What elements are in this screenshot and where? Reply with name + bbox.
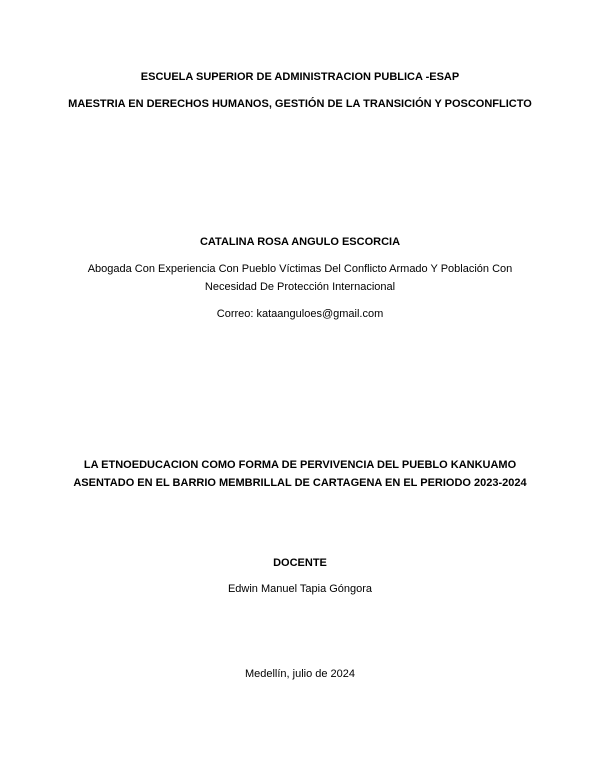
author-email: Correo: kataanguloes@gmail.com xyxy=(216,308,384,320)
author-description-line-1: Abogada Con Experiencia Con Pueblo Víctimas Del Conflicto Armado Y Población Con xyxy=(87,263,513,275)
place-and-date: Medellín, julio de 2024 xyxy=(244,668,356,680)
author-name: CATALINA ROSA ANGULO ESCORCIA xyxy=(199,236,401,248)
thesis-title-line-1: LA ETNOEDUCACION COMO FORMA DE PERVIVENCIA DEL PUEBLO KANKUAMO xyxy=(83,459,517,471)
advisor-heading: DOCENTE xyxy=(273,557,327,569)
thesis-title-line-2: ASENTADO EN EL BARRIO MEMBRILLAL DE CARTAGENA EN EL PERIODO 2023-2024 xyxy=(73,477,527,489)
advisor-name: Edwin Manuel Tapia Góngora xyxy=(227,583,373,595)
institution-name: ESCUELA SUPERIOR DE ADMINISTRACION PUBLICA -ESAP xyxy=(140,71,460,83)
author-description-line-2: Necesidad De Protección Internacional xyxy=(204,281,396,293)
program-name: MAESTRIA EN DERECHOS HUMANOS, GESTIÓN DE LA TRANSICIÓN Y POSCONFLICTO xyxy=(68,98,532,110)
